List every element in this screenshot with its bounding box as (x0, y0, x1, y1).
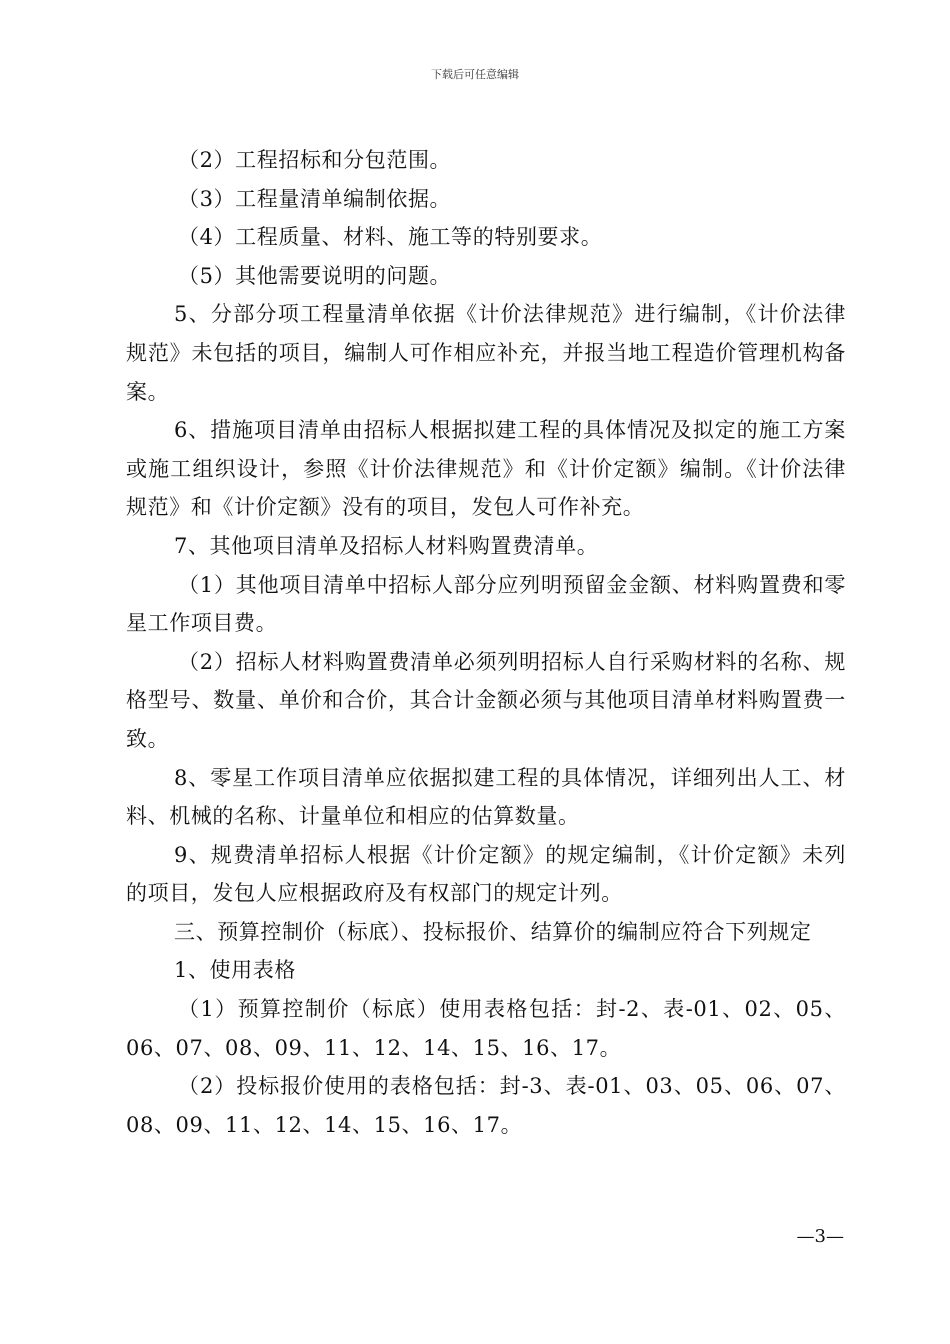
subsection-1-heading: 1、使用表格 (174, 958, 296, 983)
item-5-other-issues: （5）其他需要说明的问题。 (178, 263, 452, 288)
item-3-basis: （3）工程量清单编制依据。 (178, 186, 452, 211)
table-list-bid-price: （2）投标报价使用的表格包括：封-3、表-01、03、05、06、07、08、09、11、12、14、15、16、17。 (126, 1074, 846, 1137)
part-3-heading: 三、预算控制价（标底）、投标报价、结算价的编制应符合下列规定 (174, 919, 812, 944)
page-number: —3— (796, 1226, 844, 1247)
section-8-paragraph: 8、零星工作项目清单应依据拟建工程的具体情况，详细列出人工、材料、机械的名称、计量单位和相应的估算数量。 (126, 765, 846, 829)
item-4-requirements: （4）工程质量、材料、施工等的特别要求。 (178, 225, 603, 250)
section-7-item-1: （1）其他项目清单中招标人部分应列明预留金金额、材料购置费和零星工作项目费。 (126, 572, 846, 636)
section-7-item-2: （2）招标人材料购置费清单必须列明招标人自行采购材料的名称、规格型号、数量、单价和合价，其合计金额必须与其他项目清单材料购置费一致。 (126, 649, 846, 751)
section-6-paragraph: 6、措施项目清单由招标人根据拟建工程的具体情况及拟定的施工方案或施工组织设计，参照《计价法律规范》和《计价定额》编制。《计价法律规范》和《计价定额》没有的项目，发包人可作补充。 (126, 418, 846, 520)
document-body (126, 141, 846, 1144)
section-7-heading: 7、其他项目清单及招标人材料购置费清单。 (174, 533, 599, 558)
page-header: 下载后可任意编辑 (431, 68, 519, 81)
table-list-control-price: （1）预算控制价（标底）使用表格包括：封-2、表-01、02、05、06、07、08、09、11、12、14、15、16、17。 (126, 997, 846, 1060)
item-2-bidding-scope: （2）工程招标和分包范围。 (178, 148, 452, 172)
section-5-paragraph: 5、分部分项工程量清单依据《计价法律规范》进行编制，《计价法律规范》未包括的项目，编制人可作相应补充，并报当地工程造价管理机构备案。 (126, 302, 846, 404)
section-9-paragraph: 9、规费清单招标人根据《计价定额》的规定编制，《计价定额》未列的项目，发包人应根据政府及有权部门的规定计列。 (126, 842, 846, 906)
